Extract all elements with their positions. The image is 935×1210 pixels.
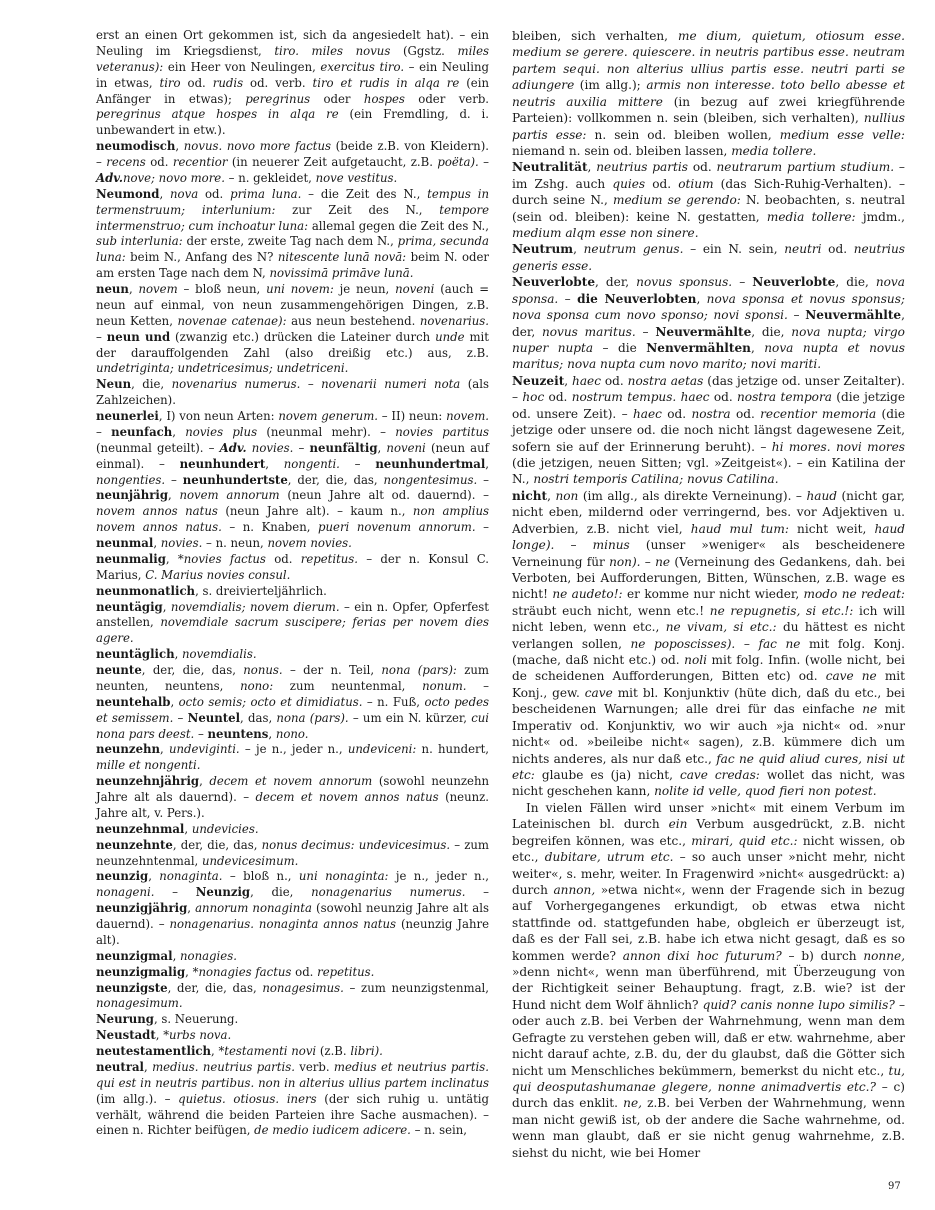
entry-neunzig: neunzig, nonaginta. – bloß n., uni nonaginta: je n., jeder n., nonageni. – Neunzig, die, nonagenarius numerus. – neunzigjährig, annorum nonaginta (sowohl neunzig Jahre alt als dauernd). – nonagenarius. nonaginta annos natus (neunzig Jahre alt). bbox=[96, 869, 490, 947]
page-number: 97 bbox=[888, 1181, 901, 1192]
entry-neunzigste: neunzigste, der, die, das, nonagesimus. – zum neunzigstenmal, nonagesimum. bbox=[96, 980, 489, 1011]
entry-neunmonatlich: neunmonatlich, s. dreivierteljährlich. bbox=[96, 583, 327, 598]
entry-neuntaegig: neuntägig, novemdialis; novem dierum. – ein n. Opfer, Opferfest anstellen, novemdiale sacrum suscipere; ferias per novem dies agere. bbox=[96, 599, 489, 646]
entry-neunerlei: neunerlei, I) von neun Arten: novem generum. – II) neun: novem. – neunfach, novies plus (neunmal mehr). – novies partitus (neunmal geteilt). – Adv. novies. – neunfältig, noveni (neun auf einmal). – neunhundert, nongenti. – neunhundertmal, nongenties. – neunhundertste, der, die, das, nongentesimus. – neunjährig, novem annorum (neun Jahre alt od. dauernd). – novem annos natus (neun Jahre alt). – kaum n., non amplius novem annos natus. – n. Knaben, pueri novenum annorum. – neunmal, novies. – n. neun, novem novies. bbox=[96, 409, 490, 550]
entry-neunzehnjaehrig: neunzehnjährig, decem et novem annorum (sowohl neunzehn Jahre alt als dauernd). – decem et novem annos natus (neunz. Jahre alt, v. Pers.). bbox=[96, 774, 490, 820]
entry-nicht-paragraph: In vielen Fällen wird unser »nicht« mit einem Verbum im Lateinischen bl. durch ein Verbum ausgedrückt, z.B. nicht begreifen können, was etc., mirari, quid etc.: nicht wissen, ob etc., dubitare, utrum etc. – so auch unser »nicht mehr, nicht weiter«, s. mehr, weiter. In Fragenwird »nicht« ausgedrückt: a) durch annon, »etwa nicht«, wenn der Fragende sich in bezug auf Vorhergegangenes erkundigt, ob etwas etwa nicht stattfinde od. stattgefunden habe, obgleich er überzeugt ist, daß es der Fall sei, z.B. habe ich etwa nicht gesagt, daß es so kommen werde? annon dixi hoc futurum? – b) durch nonne, »denn nicht«, wenn man überführend, mit Überzeugung von der Richtigkeit seiner Behauptung. fragt, z.B. wie? ist der Hund nicht dem Wolf ähnlich? quid? canis nonne lupo similis? – oder auch z.B. bei Verben der Wahrnehmung, wenn man dem Gefragte zu verstehen geben will, daß er etw. wahrnehme, aber nicht darauf achte, z.B. du, der du glaubst, daß die Götter sich nicht um Menschliches bekümmern, bemerkst du nicht etc., tu, qui deosputashumanae glegere, nonne animadvertis etc.? – c) durch das enklit. ne, z.B. bei Verben der Wahrnehmung, wenn man nicht gewiß ist, ob der andere die Sache wahrnehme, od. wenn man glaubt, daß er sie nicht genug wahrnehme, z.B. siehst du nicht, wie bei Homer bbox=[512, 800, 906, 1160]
entry-neutral: neutral, medius. neutrius partis. verb. medius et neutrius partis. qui est in neutris partibus. non in alterius ullius partem inclinatus (im allg.). – quietus. otiosus. iners (der sich ruhig u. untätig verhält, während die beiden Parteien ihre Sache ausmachen). – einen n. Richter beifügen, de medio iudicem adicere. – n. sein, bbox=[96, 1059, 490, 1138]
entry-neumond: Neumond, nova od. prima luna. – die Zeit des N., tempus in termenstruum; interlunium: zur Zeit des N., tempore intermenstruo; cum inchoatur luna: allemal gegen die Zeit des N., sub interlunia: der erste, zweite Tag nach dem N., prima, secunda luna: beim N., Anfang des N? nitescente lunā novā: beim N. oder am ersten Tage nach dem N, novissimā primāve lunā. bbox=[96, 186, 490, 281]
entry-continuation: bleiben, sich verhalten, me dium, quietum, otiosum esse. medium se gerere. quiescere. in neutris partibus esse. neutram partem sequi. non alterius ullius partis esse. neutri parti se adiungere (im allg.); armis non interesse. toto bello abesse et neutris auxilia mittere (in bezug auf zwei kriegführende Parteien): vollkommen n. sein (bleiben, sich verhalten), nullius partis esse: n. sein od. bleiben wollen, medium esse velle: niemand n. sein od. bleiben lassen, media tollere. bbox=[512, 29, 906, 158]
entry-neunzigmalig: neunzigmalig, *nonagies factus od. repetitus. bbox=[96, 964, 375, 979]
entry-neun: neun, novem – bloß neun, uni novem: je neun, noveni (auch = neun auf einmal, von neun zusammengehörigen Dingen, z.B. neun Ketten, novenae catenae): aus neun bestehend. novenarius. – neun und (zwanzig etc.) drücken die Lateiner durch unde mit der darauffolgenden Zahl (also dreißig etc.) aus, z.B. undetriginta; undetricesimus; undetriceni. bbox=[96, 282, 490, 376]
entry-neuntaeglich: neuntäglich, novemdialis. bbox=[96, 647, 257, 662]
entry-neunzehnmal: neunzehnmal, undevicies. bbox=[96, 821, 259, 836]
entry-neuverlobte: Neuverlobte, der, novus sponsus. – Neuverlobte, die, nova sponsa. – die Neuverlobten, nova sponsa et novus sponsus; nova sponsa cum novo sponso; novi sponsi. – Neuvermählte, der, novus maritus. – Neuvermählte, die, nova nupta; virgo nuper nupta – die Nenvermählten, nova nupta et novus maritus; nova nupta cum novo marito; novi mariti. bbox=[512, 275, 905, 372]
entry-neunte: neunte, der, die, das, nonus. – der n. Teil, nona (pars): zum neunten, neuntens, nono: zum neuntenmal, nonum. – neuntehalb, octo semis; octo et dimidiatus. – n. Fuß, octo pedes et semissem. – Neuntel, das, nona (pars). – um ein N. kürzer, cui nona pars deest. – neuntens, nono. bbox=[96, 663, 490, 741]
entry-neunzigmal: neunzigmal, nonagies. bbox=[96, 948, 237, 963]
entry-neunzehn: neunzehn, undeviginti. – je n., jeder n., undeviceni: n. hundert, mille et nongenti. bbox=[96, 742, 490, 773]
entry-neutralitaet: Neutralität, neutrius partis od. neutrarum partium studium. – im Zshg. auch quies od. otium (das Sich-Ruhig-Verhalten). – durch seine N., medium se gerendo: N. beobachten, s. neutral (sein od. bleiben): keine N. gestatten, media tollere: jmdm., medium alqm esse non sinere. bbox=[512, 160, 905, 241]
entry-neunmalig: neunmalig, *novies factus od. repetitus. – der n. Konsul C. Marius, C. Marius novies consul. bbox=[96, 551, 489, 582]
entry-neurung: Neurung, s. Neuerung. bbox=[96, 1012, 239, 1027]
dictionary-page bbox=[96, 28, 910, 1188]
entry-neuzeit: Neuzeit, haec od. nostra aetas (das jetzige od. unser Zeitalter). – hoc od. nostrum tempus. haec od. nostra tempora (die jetzige od. unsere Zeit). – haec od. nostra od. recentior memoria (die jetzige oder unsere od. die noch nicht längst dagewesene Zeit, sofern sie auf der Erinnerung beruht). – hi mores. novi mores (die jetzigen, neuen Sitten; vgl. »Zeitgeist«). – ein Katilina der N., nostri temporis Catilina; novus Catilina. bbox=[512, 373, 906, 487]
entry-neumodisch: neumodisch, novus. novo more factus (beide z.B. von Kleidern). – recens od. recentior (in neuerer Zeit aufgetaucht, z.B. poëta). – Adv.nove; novo more. – n. gekleidet, nove vestitus. bbox=[96, 139, 490, 185]
right-column bbox=[512, 28, 905, 1161]
entry-neunzehnte: neunzehnte, der, die, das, nonus decimus: undevicesimus. – zum neunzehntenmal, undevicesimum. bbox=[96, 837, 489, 868]
entry-neutrum: Neutrum, neutrum genus. – ein N. sein, neutri od. neutrius generis esse. bbox=[512, 242, 905, 273]
entry-neustadt: Neustadt, *urbs nova. bbox=[96, 1028, 232, 1043]
entry-neun-noun: Neun, die, novenarius numerus. – novenarii numeri nota (als Zahlzeichen). bbox=[96, 377, 489, 408]
entry-paragraph: erst an einen Ort gekommen ist, sich da angesiedelt hat). – ein Neuling im Kriegsdienst, tiro. miles novus (Ggstz. miles veteranus): ein Heer von Neulingen, exercitus tiro. – ein Neuling in etwas, tiro od. rudis od. verb. tiro et rudis in alqa re (ein Anfänger in etwas); peregrinus oder hospes oder verb. peregrinus atque hospes in alqa re (ein Fremdling, d. i. unbewandert in etw.). bbox=[96, 28, 490, 138]
entry-nicht: nicht, non (im allg., als direkte Verneinung). – haud (nicht gar, nicht eben, mildernd oder verringernd, bes. vor Adjektiven u. Adverbien, z.B. nicht viel, haud mul tum: nicht weit, haud longe). – minus (unser »weniger« als bescheidenere Verneinung für non). – ne (Verneinung des Gedankens, dah. bei Verboten, bei Aufforderungen, Bitten, Wünschen, z.B. wage es nicht! ne audeto!: er komme nur nicht wieder, modo ne redeat: sträubt euch nicht, wenn etc.! ne repugnetis, si etc.!: ich will nicht leben, wenn etc., ne vivam, si etc.: du hättest es nicht verlangen sollen, ne poposcisses). – fac ne mit folg. Konj. (mache, daß nicht etc.) od. noli mit folg. Infin. (wolle nicht, bei de scheidenen Aufforderungen, Bitten etc) od. cave ne mit Konj., gew. cave mit bl. Konjunktiv (hüte dich, daß du etc., bei bescheidenen Warnungen; alle drei für das einfache ne mit Imperativ od. Konjunktiv, wo wir auch »ja nicht« od. »nur nicht« od. »beileibe nicht« sagen), z.B. kümmere dich um nichts anderes, als nur daß etc., fac ne quid aliud cures, nisi ut etc: glaube es (ja) nicht, cave credas: wollet das nicht, was nicht geschehen kann, nolite id velle, quod fieri non potest. bbox=[512, 488, 906, 799]
entry-neutestamentlich: neutestamentlich, *testamenti novi (z.B. libri). bbox=[96, 1044, 383, 1058]
left-column bbox=[96, 28, 489, 1139]
